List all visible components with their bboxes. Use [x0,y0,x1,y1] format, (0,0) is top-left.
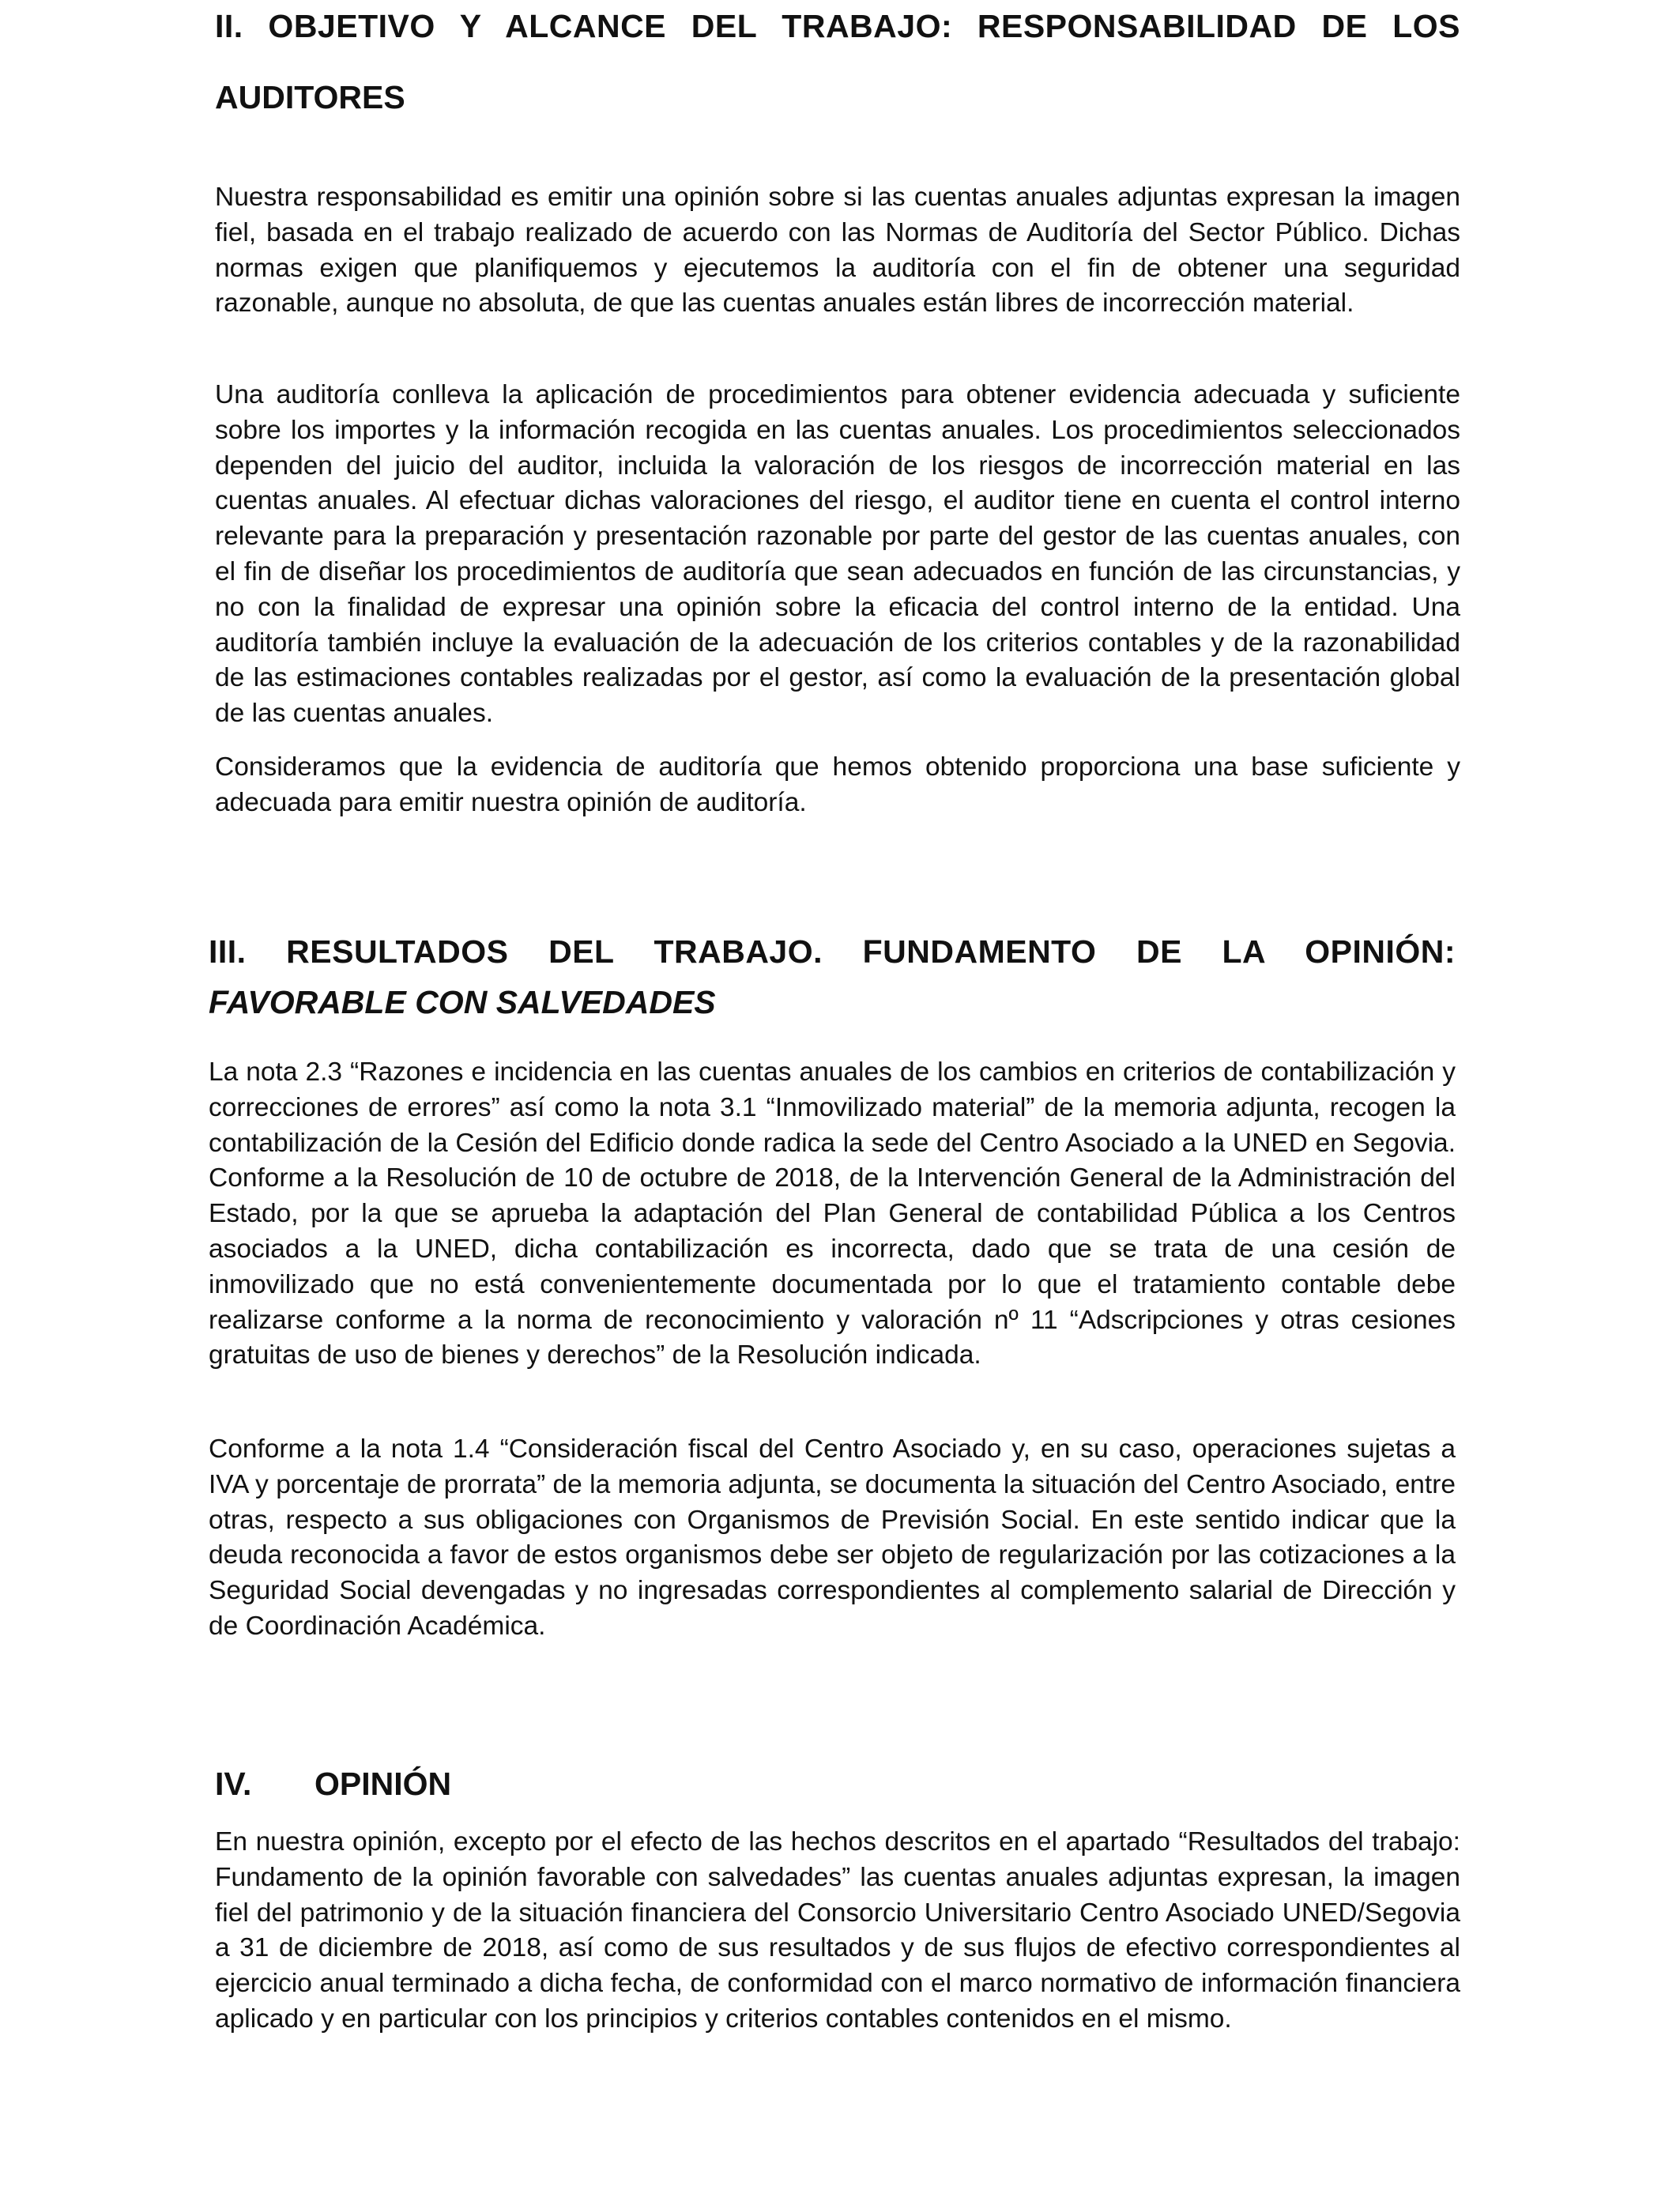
section-2-paragraph-2: Una auditoría conlleva la aplicación de procedimientos para obtener evidencia adecuada y suficiente sobre los importes y la información recogida en las cuentas anuales. Los procedimientos seleccionados dependen del juicio del auditor, incluida la valoración de los riesgos de incorrección material en las cuentas anuales. Al efectuar dichas valoraciones del riesgo, el auditor tiene en cuenta el control interno relevante para la preparación y presentación razonable por parte del gestor de las cuentas anuales, con el fin de diseñar los procedimientos de auditoría que sean adecuados en función de las circunstancias, y no con la finalidad de expresar una opinión sobre la eficacia del control interno de la entidad. Una auditoría también incluye la evaluación de la adecuación de los criterios contables y de la razonabilidad de las estimaciones contables realizadas por el gestor, así como la evaluación de la presentación global de las cuentas anuales. [215,380,1460,729]
section-2-heading: II. OBJETIVO Y ALCANCE DEL TRABAJO: RESPONSABILIDAD DE LOS [215,8,1460,44]
section-3-heading-subtitle: FAVORABLE CON SALVEDADES [209,984,716,1020]
section-2-paragraph-1: Nuestra responsabilidad es emitir una opinión sobre si las cuentas anuales adjuntas expresan la imagen fiel, basada en el trabajo realizado de acuerdo con las Normas de Auditoría del Sector Público. Dichas normas exigen que planifiquemos y ejecutemos la auditoría con el fin de obtener una seguridad razonable, aunque no absoluta, de que las cuentas anuales están libres de incorrección material. [215,183,1460,319]
section-4-heading-title: OPINIÓN [315,1766,452,1802]
section-4-heading-number: IV. [215,1766,252,1802]
section-3-paragraph-1: La nota 2.3 “Razones e incidencia en las cuentas anuales de los cambios en criterios de contabilización y correcciones de errores” así como la nota 3.1 “Inmovilizado material” de la memoria adjunta, recogen la contabilización de la Cesión del Edificio donde radica la sede del Centro Asociado a la UNED en Segovia. Conforme a la Resolución de 10 de octubre de 2018, de la Intervención General de la Administración del Estado, por la que se aprueba la adaptación del Plan General de contabilidad Pública a los Centros asociados a la UNED, dicha contabilización es incorrecta, dado que se trata de una cesión de inmovilizado que no está convenientemente documentada por lo que el tratamiento contable debe realizarse conforme a la norma de reconocimiento y valoración nº 11 “Adscripciones y otras cesiones gratuitas de uso de bienes y derechos” de la Resolución indicada. [209,1057,1456,1370]
section-2-heading-continued: AUDITORES [215,79,405,115]
section-4-paragraph-1: En nuestra opinión, excepto por el efecto de las hechos descritos en el apartado “Resultados del trabajo: Fundamento de la opinión favorable con salvedades” las cuentas anuales adjuntas expresan, la imagen fiel del patrimonio y de la situación financiera del Consorcio Universitario Centro Asociado UNED/Segovia a 31 de diciembre de 2018, así como de sus resultados y de sus flujos de efectivo correspondientes al ejercicio anual terminado a dicha fecha, de conformidad con el marco normativo de información financiera aplicado y en particular con los principios y criterios contables contenidos en el mismo. [215,1827,1460,2034]
section-2-paragraph-3: Consideramos que la evidencia de auditoría que hemos obtenido proporciona una base suficiente y adecuada para emitir nuestra opinión de auditoría. [215,752,1460,817]
section-3-paragraph-2: Conforme a la nota 1.4 “Consideración fiscal del Centro Asociado y, en su caso, operaciones sujetas a IVA y porcentaje de prorrata” de la memoria adjunta, se documenta la situación del Centro Asociado, entre otras, respecto a sus obligaciones con Organismos de Previsión Social. En este sentido indicar que la deuda reconocida a favor de estos organismos debe ser objeto de regularización por las cotizaciones a la Seguridad Social devengadas y no ingresadas correspondientes al complemento salarial de Dirección y de Coordinación Académica. [209,1434,1456,1641]
section-3-heading: III. RESULTADOS DEL TRABAJO. FUNDAMENTO DE LA OPINIÓN: [209,933,1456,970]
